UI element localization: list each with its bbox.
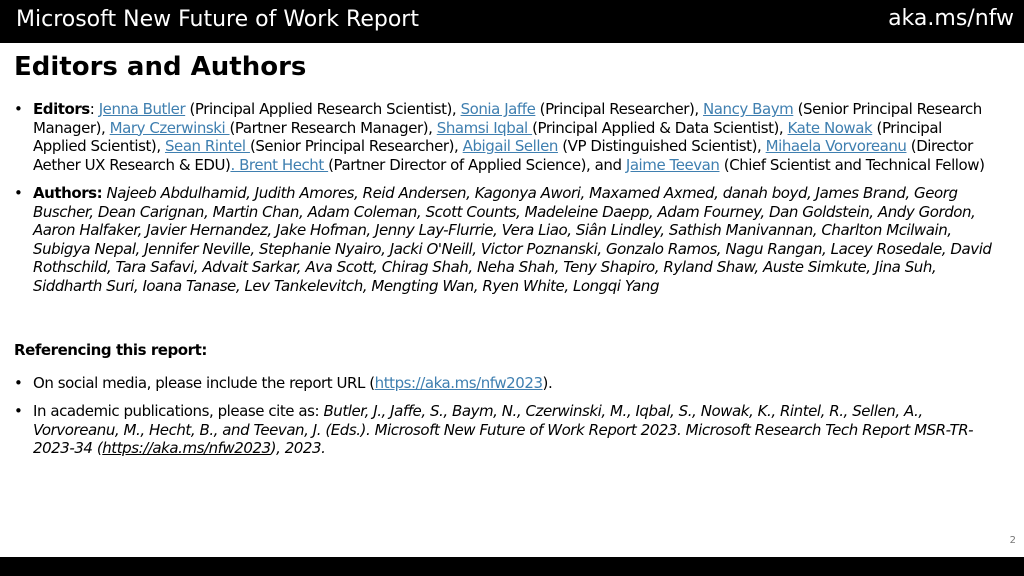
editor-link[interactable]: Sean Rintel xyxy=(164,137,250,155)
editors-list xyxy=(33,100,984,174)
editor-role: (Chief Scientist and Technical Fellow) xyxy=(719,155,985,174)
editor-link[interactable]: Mihaela Vorvoreanu xyxy=(765,137,907,155)
social-bullet xyxy=(14,374,999,393)
editor-link[interactable]: . Brent Hecht xyxy=(230,155,329,174)
footer-bar xyxy=(0,557,1024,576)
social-link[interactable]: https://aka.ms/nfw2023 xyxy=(374,373,543,392)
bullet-icon: • xyxy=(14,100,23,118)
academic-link[interactable]: https://aka.ms/nfw2023 xyxy=(102,439,271,457)
editor-link[interactable]: Shamsi Iqbal xyxy=(436,118,533,137)
editor-role: (Principal Applied Scientist), xyxy=(33,118,942,155)
referencing-heading: Referencing this report: xyxy=(14,341,207,359)
social-post: ). xyxy=(542,373,553,392)
editor-role: (Principal Researcher), xyxy=(535,100,704,118)
editor-link[interactable]: Sonia Jaffe xyxy=(460,100,536,118)
page-number: 2 xyxy=(1009,535,1016,546)
authors-bullet xyxy=(14,184,999,295)
academic-post: ), 2023. xyxy=(270,439,326,457)
editor-link[interactable]: Jaime Teevan xyxy=(625,155,720,174)
bullet-icon: • xyxy=(14,402,23,420)
main-content xyxy=(14,100,999,468)
report-title: Microsoft New Future of Work Report xyxy=(16,7,419,32)
report-url: aka.ms/nfw xyxy=(888,6,1014,31)
page-heading: Editors and Authors xyxy=(14,52,307,82)
academic-text: In academic publications, please cite as: xyxy=(33,402,324,420)
editor-role: (Principal Applied Research Scientist), xyxy=(185,100,461,118)
academic-citation: Butler, J., Jaffe, S., Baym, N., Czerwinski, M., Iqbal, S., Nowak, K., Rintel, R., Sellen, A., Vorvoreanu, M., Hecht, B., and Teevan, J. (Eds.). Microsoft New Future of Work Report 2023. Microsoft Research Tech Report MSR-TR-2023-34 ( xyxy=(33,402,974,457)
bullet-icon: • xyxy=(14,373,23,392)
editor-role: (VP Distinguished Scientist), xyxy=(557,137,766,155)
authors-names: Najeeb Abdulhamid, Judith Amores, Reid Andersen, Kagonya Awori, Maxamed Axmed, danah boyd, James Brand, Georg Buscher, Dean Carignan, Martin Chan, Adam Coleman, Scott Counts, Madeleine Daepp, Adam Fourney, Dan Goldstein, Andy Gordon, Aaron Halfaker, Javier Hernandez, Jake Hofman, Jenny Lay-Flurrie, Vera Liao, Siân Lindley, Sathish Manivannan, Charlton Mcilwain, Subigya Nepal, Jennifer Neville, Stephanie Nyairo, Jacki O'Neill, Victor Poznanski, Gonzalo Ramos, Nagu Rangan, Lacey Rosedale, David Rothschild, Tara Safavi, Advait Sarkar, Ava Scott, Chirag Shah, Neha Shah, Teny Shapiro, Ryland Shaw, Auste Simkute, Jina Suh, Siddharth Suri, Ioana Tanase, Lev Tankelevitch, Mengting Wan, Ryen White, Longqi Yang xyxy=(33,184,992,295)
editor-link[interactable]: Abigail Sellen xyxy=(462,137,558,155)
editor-role: (Partner Director of Applied Science), and xyxy=(328,155,626,174)
social-text: On social media, please include the report URL ( xyxy=(33,373,375,392)
academic-bullet xyxy=(14,402,999,458)
header-bar xyxy=(0,0,1024,43)
editor-role: (Principal Applied & Data Scientist), xyxy=(532,118,788,137)
editors-label: Editors xyxy=(33,100,90,118)
editor-role: (Senior Principal Research Manager), xyxy=(33,100,982,137)
editor-link[interactable]: Nancy Baym xyxy=(703,100,794,118)
editor-link[interactable]: Jenna Butler xyxy=(98,100,186,118)
authors-label: Authors: xyxy=(33,184,103,202)
bullet-icon: • xyxy=(14,184,23,202)
editor-link[interactable]: Mary Czerwinski xyxy=(109,118,230,137)
editor-role: (Director Aether UX Research & EDU) xyxy=(33,137,973,174)
editors-bullet: • Editors: Jenna Butler (Principal Applied Research Scientist), Sonia Jaffe (Principal Researcher), Nancy Baym (Senior Principal Research Manager), Mary Czerwinski (Partner Research Manager), Shamsi Iqbal (Principal Applied & Data Scientist), Kate Nowak (Principal Applied Scientist), Sean Rintel (Senior Principal Researcher), Abigail Sellen (VP Distinguished Scientist), Mihaela Vorvoreanu (Director Aether UX Research & EDU). Brent Hecht (Partner Director of Applied Science), and Jaime Teevan (Chief Scientist and Technical Fellow) xyxy=(14,100,985,174)
editor-role: (Senior Principal Researcher), xyxy=(249,137,463,155)
editor-role: (Partner Research Manager), xyxy=(229,118,437,137)
editor-link[interactable]: Kate Nowak xyxy=(787,118,873,137)
